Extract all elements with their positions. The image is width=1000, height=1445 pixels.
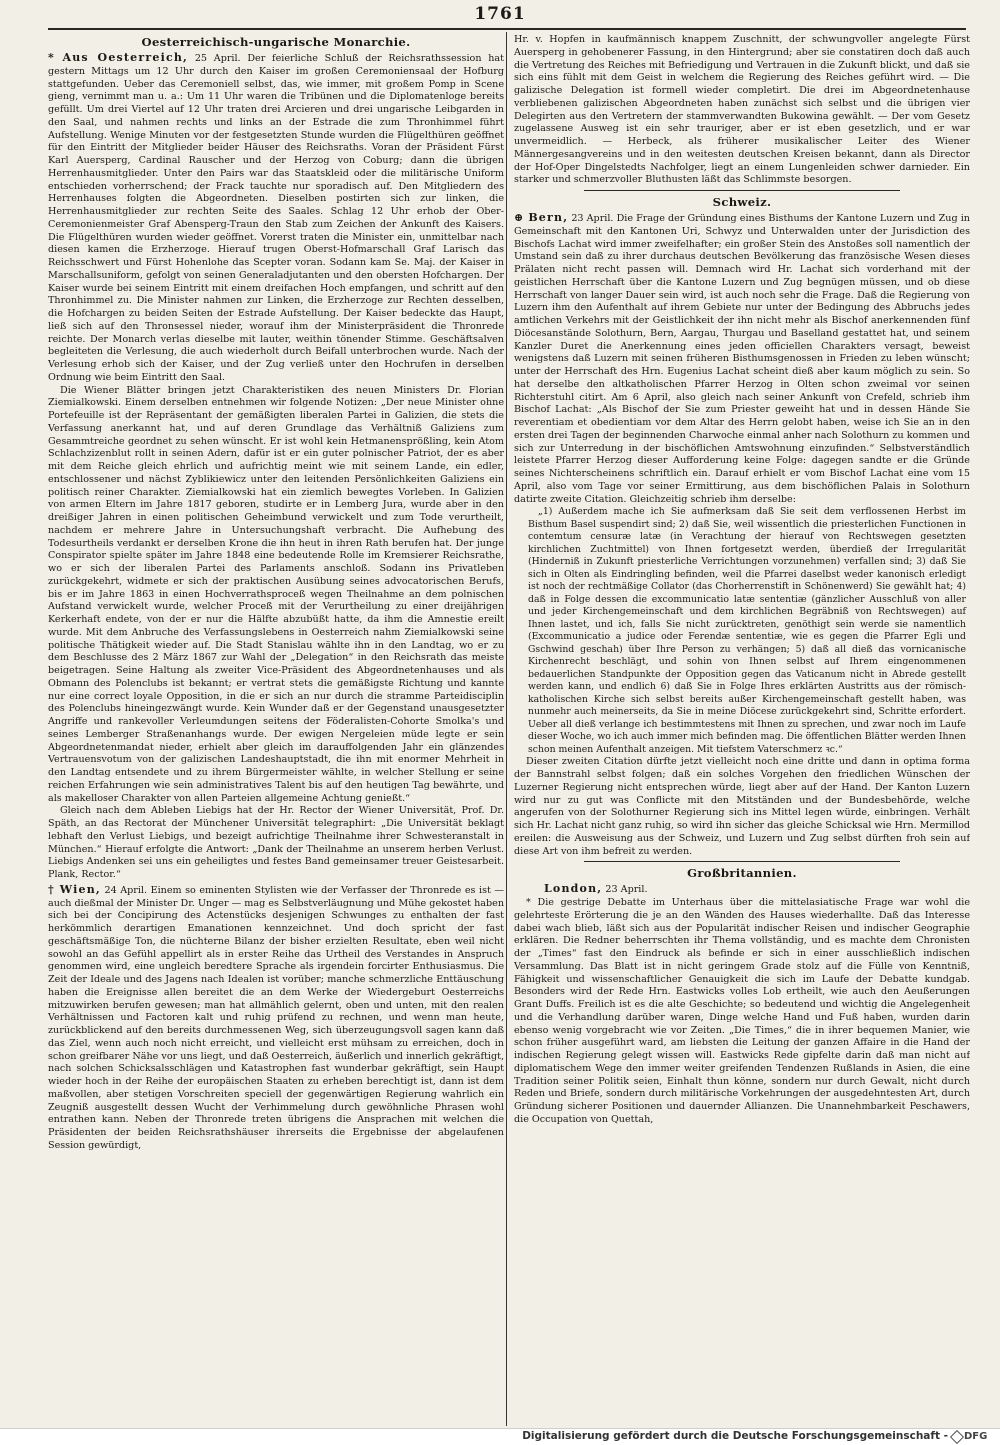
paragraph-text: Der feierliche Schluß der Reichsrathssession hat gestern Mittags um 12 Uhr durch den Kaiser im großen Ceremoniensaal der Hofburg stattgefunden. Ueber das Ceremoniell selbst, das, wie immer, mit großem Pomp in Scene gieng, vernimmt man u. a.: Um 11 Uhr waren die Tribünen und die Diplomatenloge bereits gefüllt. Um drei Viertel auf 12 Uhr traten drei Arcieren und drei ungarische Leibgarden in den Saal, und nahmen rechts und links an der Estrade die zum Thronhimmel führt Aufstellung. Wenige Minuten vor der festgesetzten Stunde wurden die Flügelthüren geöffnet für den Eintritt der Mitglieder beider Häuser des Reichsraths. Voran der Präsident Fürst Karl Auersperg, Cardinal Rauscher und der Herzog von Coburg; dann die übrigen Herrenhausmitglieder. Unter den Pairs war das Staatskleid oder die militärische Uniform entschieden vorherrschend; der Frack tauchte nur sporadisch auf. Den Mitgliedern des Herrenhauses folgten die Abgeordneten. Dieselben postirten sich zur linken, die Herrenhausmitglieder zur rechten Seite des Saales. Schlag 12 Uhr erhob der Ober-Ceremonienmeister Graf Abensperg-Traun den Stab zum Zeichen der Ankunft des Kaisers. Die Flügelthüren wurden wieder geöffnet. Vorerst traten die Minister ein, unmittelbar nach diesen kamen die Erzherzoge. Hierauf trugen Oberst-Hofmarschall Graf Larisch das Reichsschwert und Fürst Hohenlohe das Scepter voran. Sodann kam Se. Maj. der Kaiser in Marschallsuniform, gefolgt von seinen Generaladjutanten und den obersten Hofchargen. Der Kaiser wurde bei seinem Eintritt mit einem dreifachen Hoch empfangen, und schritt auf den Thronhimmel zu. Die Minister nahmen zur Linken, die Erzherzoge zur Rechten desselben, die Hofchargen zu beiden Seiten der Estrade Aufstellung. Der Kaiser bedeckte das Haupt, ließ sich auf den Thronsessel nieder, worauf ihm der Ministerpräsident die Thronrede reichte. Der Monarch verlas dieselbe mit lauter, weithin tönender Stimme. Geschäftsalven begleiteten die Verlesung, die auch wiederholt durch Beifall unterbrochen wurde. Nach der Verlesung erhob sich der Kaiser, und der Zug verließ unter den Hochrufen in derselben Ordnung wie beim Eintritt den Saal. [48,53,504,383]
dateline: Aus Oesterreich, [62,51,189,64]
crossed-circle-icon: ⊕ [514,211,524,224]
header-rule [48,28,966,30]
date: 23 April. [605,884,648,896]
dateline-line [544,883,970,897]
section-title-austria: Oesterreichisch-ungarische Monarchie. [141,35,411,49]
date: 24 April. [104,884,148,896]
dateline: London, [544,882,603,896]
article-paragraph [48,884,504,1153]
dfg-logo [952,1430,990,1443]
paragraph-text: Die Frage der Gründung eines Bisthums der Kantone Luzern und Zug in Gemeinschaft mit den Kantonen Uri, Schwyz und Unterwalden unter der Jurisdiction des Bischofs Lachat wird immer zweifelhafter; ein großer Stein des Anstoßes soll namentlich der Umstand sein daß zu ihrer durchaus deutschen Bevölkerung das französische Wesen dieses Prälaten nicht recht passen will. Demnach wird Hr. Lachat sich vorderhand mit der geistlichen Herrschaft über die Kantone Luzern und Zug begnügen müssen, und ob diese Herrschaft von langer Dauer sein wird, ist auch noch sehr die Frage. Daß die Regierung von Luzern ihm den Aufenthalt auf ihrem Gebiete nur unter der Bedingung des Abbruchs jedes amtlichen Verkehrs mit der Geistlichkeit der ihn nicht mehr als Bischof anerkennenden fünf Diöcesanstände Solothurn, Bern, Aargau, Thurgau und Baselland gestattet hat, und seinem Kanzler Duret die Anerkennung eines jeden officiellen Charakters versagt, beweist wenigstens daß Luzern mit seinen früheren Bisthumsgenossen in Frieden zu leben wünscht; unter der Herrschaft des Hrn. Eugenius Lachat scheint dieß aber kaum möglich zu sein. So hat derselbe den altkatholischen Pfarrer Herzog in Olten schon zweimal vor seinen Richterstuhl citirt. Am 6 April, also gleich nach seiner Ankunft von Crefeld, schrieb ihm Bischof Lachat: „Als Bischof der Sie zum Priester geweiht hat und in dessen Hände Sie reverentiam et obedientiam vor dem Altar des Herrn gelobt haben, weise ich Sie an in den ersten drei Tagen der beginnenden Charwoche einmal anher nach Solothurn zu kommen und sich zur Unterredung in der bischöflichen Amtswohnung einzufinden.“ Selbstverständlich leistete Pfarrer Herzog dieser Aufforderung keine Folge: dagegen sandte er die Gründe seines Nichterscheinens schriftlich ein. Darauf erhielt er vom Bischof Lachat eine vom 15 April, also vom Tage vor seiner Ermittirung, aus dem bischöflichen Palais in Solothurn datirte zweite Citation. Gleichzeitig schrieb ihm derselbe: [514,213,970,505]
article-aus-oesterreich [48,52,504,882]
section-title-grossbritannien: Großbritannien. [687,866,797,881]
paragraph-text: Einem so eminenten Stylisten wie der Verfasser der Thronrede es ist — auch dießmal der Minister Dr. Unger — mag es Selbstverläugnung und Mühe gekostet haben sich bei der Concipirung des Actenstücks desjenigen Schwunges zu enthalten der fast herkömmlich derartigen Emanationen kennzeichnet. Und doch spricht der fast geschäftsmäßige Ton, die nüchterne Bilanz der bisher erzielten Resultate, eben weil nicht sowohl an das Gefühl appellirt als in erster Reihe das Urtheil des Verstandes in Anspruch genommen wird, eine ungleich beredtere Sprache als irgendein forcirter Enthusiasmus. Die Zeit der Ideale und des Jagens nach Idealen ist vorüber; manche schmerzliche Enttäuschung haben die Ereignisse allen bereitet die an dem Werke der Wiedergeburt Oesterreichs mitzuwirken berufen gewesen; man hat allmählich gelernt, oben und unten, mit den realen Verhältnissen und Factoren kalt und ruhig prüfend zu rechnen, und wenn man heute, zurückblickend auf den bereits durchmessenen Weg, sich überzeugungsvoll sagen kann daß das Ziel, wenn auch noch nicht erreicht, und vielleicht erst mühsam zu erreichen, doch in schon greifbarer Nähe vor uns liegt, und daß Oesterreich, äußerlich und innerlich gekräftigt, nach solchen Schicksalsschlägen und Katastrophen fast wunderbar gekräftigt, sein Haupt wieder hoch in der Reihe der europäischen Staaten zu erheben berechtigt ist, dann ist dem maßvollen, aber stetigen Vorschreiten speciell der gegenwärtigen Regierung wahrlich ein Zeugniß ausgestellt dessen Wucht der Verhimmelung durch gewöhnliche Phrasen wohl entrathen kann. Neben der Thronrede treten übrigens die Ansprachen mit welchen die Präsidenten der beiden Reichsrathshäuser ihrerseits die Ergebnisse der abgelaufenen Session gewürdigt, [48,884,504,1151]
quoted-citation: „1) Außerdem mache ich Sie aufmerksam daß Sie seit dem verflossenen Herbst im Bisthum Basel suspendirt sind; 2) daß Sie, weil wissentlich die priesterlichen Functionen in contemtum censuræ latæ (in Verachtung der hierauf von Rechtswegen gesetzten kirchlichen Zuchtmittel) von Ihnen fortgesetzt werden, überdieß der Irregularität (Hinderniß in Zukunft priesterliche Verrichtungen vorzunehmen) verfallen sind; 3) daß Sie sich in Olten als Eindringling befinden, weil die Pfarrei daselbst weder kanonisch erledigt ist noch der rechtmäßige Collator (das Chorherrenstift in Schönenwerd) Sie gewählt hat; 4) daß in Folge dessen die excommunicatio latæ sententiæ (gänzlicher Ausschluß von aller und jeder Kirchengemeinschaft und dem kirchlichen Begräbniß von Rechtswegen) auf Ihnen lastet, und ich, falls Sie nicht zurücktreten, genöthigt sein werde sie namentlich (Excommunicatio a judice oder Ferendæ sententiæ, wie es gegen die Pfarrer Egli und Gschwind geschah) über Ihre Person zu verhängen; 5) daß all dieß das vornicanische Kirchenrecht beschlägt, und sohin von Ihnen selbst auf Ihrem eingenommenen bedauerlichen Standpunkte der Opposition gegen das Vaticanum nicht in Abrede gestellt werden kann, und endlich 6) daß Sie in Folge Ihres erklärten Austritts aus der römisch-katholischen Kirche sich selbst bereits außer Kirchengemeinschaft gestellt haben, was nunmehr auch meinerseits, da Sie in meine Diöcese zurückgekehrt sind, Schritte erfordert. Ueber all dieß verlange ich bestimmtestens mit Ihnen zu sprechen, und zwar noch im Laufe dieser Woche, wo ich auch immer mich befinden mag. Die öffentlichen Blätter werden Ihnen schon meinen Aufenthalt anzeigen. Mit tiefstem Vaterschmerz ꝛc.“ [528,506,966,755]
article-paragraph [514,212,970,506]
right-column [514,34,970,1424]
funding-notice: Digitalisierung gefördert durch die Deutsche Forschungsgemeinschaft - [522,1430,948,1442]
article-paragraph: * Die gestrige Debatte im Unterhaus über die mittelasiatische Frage war wohl die gelehrteste Erörterung die je an den Wänden des Hauses wiederhallte. Daß das Interesse dabei wach blieb, läßt sich aus der Popularität indischer Reisen und indischer Geographie erklären. Die Redner beherrschten ihr Thema vollständig, und es machte dem Chronisten der „Times“ fast den Eindruck als befinde er sich in einer ausschließlich indischen Versammlung. Das Blatt ist in nicht geringem Grade stolz auf die Fülle von Kenntniß, Fähigkeit und wissenschaftlicher Genauigkeit die sich im Laufe der Debatte kundgab. Besonders wird der Rede Hrn. Eastwicks volles Lob ertheilt, wie auch den Aeußerungen Grant Duffs. Freilich ist es die alte Geschichte; so bedeutend und wichtig die Angelegenheit und die Verhandlung darüber waren, Dinge welche Hand und Fuß haben, wurden darin ebenso wenig vorgebracht wie vor Zeiten. „Die Times,“ die in ihrer bequemen Manier, wie schon früher ausgeführt ward, am liebsten die Leitung der ganzen Affaire in die Hand der indischen Regierung gelegt wissen will. Eastwicks Rede gipfelte darin daß man nicht auf diplomatischem Wege den immer weiter greifenden Tendenzen Rußlands in Asien, die eine Tradition seiner Politik seien, Einhalt thun könne, sondern nur durch Gewalt, nicht durch Reden und Briefe, sondern durch militärische Vorkehrungen der ausgedehntesten Art, durch Gründung sicherer Positionen und dauernder Allianzen. Die Unannehmbarkeit Peschawers, die Occupation von Quettah, [514,897,970,1125]
section-title-schweiz: Schweiz. [712,195,772,209]
dateline: Wien, [59,882,101,896]
left-column [48,34,504,1424]
section-rule [584,861,900,862]
article-wien [48,884,504,1153]
dagger-mark: † [48,882,55,896]
dateline: Bern, [528,211,569,224]
article-paragraph: Gleich nach dem Ableben Liebigs hat der Hr. Rector der Wiener Universität, Prof. Dr. Späth, an das Rectorat der Münchener Universität telegraphirt: „Die Universität beklagt lebhaft den Verlust Liebigs, und bezeigt aufrichtige Theilnahme ihrer Schwesteranstalt in München.“ Hierauf erfolgte die Antwort: „Dank der Theilnahme an unserem herben Verlust. Liebigs Andenken sei uns ein geheiligtes und festes Band gemeinsamer treuer Geistesarbeit. Plank, Rector.“ [48,805,504,880]
article-paragraph [48,52,504,385]
continuation-paragraph: Hr. v. Hopfen in kaufmännisch knappem Zuschnitt, der schwungvoller angelegte Fürst Auersperg in gehobenerer Fassung, in den Hintergrund; aber sie constatiren doch daß auch die Vertretung des Reiches mit Befriedigung und Vertrauen in die Zukunft blickt, und daß sie sich eins fühlt mit dem Geist in welchem die Regierung des Reiches geführt wird. — Die galizische Delegation ist formell wieder completirt. Die drei im Abgeordnetenhause verbliebenen galizischen Abgeordneten haben zunächst sich selbst und die übrigen vier Delegirten aus den Vertretern der stammverwandten Bukowina gewählt. — Der vom Gesetz zugelassene Ausweg ist ein sehr trauriger, aber er ist eben gesetzlich, und er war unvermeidlich. — Herbeck, als früherer musikalischer Leiter des Wiener Männergesangvereins und in den weitesten deutschen Kreisen bekannt, dann als Director der Hof-Oper Dingelstedts Nachfolger, liegt an einem Lungenleiden schwer darnieder. Ein starker und schmerzvoller Bluthusten läßt das Schlimmste besorgen. [514,34,970,186]
asterisk-mark: * [48,51,54,64]
section-rule [584,190,900,191]
article-london [514,883,970,1126]
article-paragraph: Dieser zweiten Citation dürfte jetzt vielleicht noch eine dritte und dann in optima forma der Bannstrahl selbst folgen; daß ein solches Vorgehen den friedlichen Wünschen der Luzerner Regierung nicht entsprechen würde, liegt aber auf der Hand. Der Kanton Luzern wird nur zu gut was Conflicte mit den Mitständen und der Bundesbehörde, welche angerufen von der Solothurner Regierung sich ins Mittel legen würde, einbringen. Verhält sich Hr. Lachat nicht ganz ruhig, so wird ihn sicher das gleiche Schicksal wie Hrn. Mermillod ereilen: die Ausweisung aus der Schweiz, und Luzern und Zug selbst dürften froh sein auf diese Art von ihm befreit zu werden. [514,756,970,857]
date: 25 April. [194,53,241,64]
page-number: 1761 [474,4,526,24]
column-divider [506,32,507,1426]
date: 23 April. [571,213,614,224]
digitization-footer [0,1428,1000,1445]
article-paragraph: Die Wiener Blätter bringen jetzt Charakteristiken des neuen Ministers Dr. Florian Ziemialkowski. Einem derselben entnehmen wir folgende Notizen: „Der neue Minister ohne Portefeuille ist der Repräsentant der gemäßigten liberalen Partei in Galizien, die stets die Verfassung anerkannt hat, und auf deren Grundlage das Verhältniß Galiziens zum Gesammtreiche geordnet zu sehen wünscht. Er ist wohl kein Hetmanensprößling, kein Atom Schlachzizenblut rollt in seinen Adern, dafür ist er ein guter polnischer Patriot, der es aber mit dem Reiche gleich ehrlich und aufrichtig meint wie mit seinem Lande, ein edler, entschlossener und nächst Zyblikiewicz unter den leitenden Persönlichkeiten Galiziens ein politisch reiner Charakter. Ziemialkowski hat ein ziemlich bewegtes Vorleben. In Galizien von armen Eltern im Jahre 1817 geboren, studirte er in Lemberg Jura, wurde aber in den dreißiger Jahren in einen politischen Geheimbund verwickelt und zum Tode verurtheilt, nachdem er mehrere Jahre in Untersuchungshaft verbracht. Die Aufhebung des Todesurtheils verdankt er derselben Krone die ihn heut in ihren Rath berufen hat. Der junge Conspirator spielte später im Jahre 1848 eine bedeutende Rolle im Kremsierer Reichsrathe, wo er sich der liberalen Partei des Parlaments anschloß. Sodann ins Privatleben zurückgekehrt, widmete er sich der praktischen Ausübung seines advocatorischen Berufs, bis er im Jahre 1863 in einen Hochverrathsproceß wegen Theilnahme an dem polnischen Aufstand verwickelt wurde, welcher Proceß mit der Verurtheilung zu einer dreijährigen Kerkerhaft endete, von der er nur die Hälfte abzubüßt hatte, da ihm die Amnestie ereilt wurde. Mit dem Anbruche des Verfassungslebens in Oesterreich nahm Ziemialkowski seine politische Thätigkeit wieder auf. Die Stadt Stanislau wählte ihn in den Landtag, wo er zu dem Beschlusse des 2 März 1867 zur Wahl der „Delegation“ in den Reichsrath das meiste beigetragen. Seine Haltung als zweiter Vice-Präsident des Abgeordnetenhauses und als Obmann des Polenclubs ist bekannt; er vertrat stets die gemäßigste Richtung und kannte nur eine correct loyale Opposition, in die er sich an nur durch die stramme Parteidisciplin des Polenclubs hineingezwängt wurde. Kein Wunder daß er der Gegenstand unausgesetzter Angriffe und rankevoller Verleumdungen seitens der Föderalisten-Cohorte Smolka's und seines Lemberger Straßenanhangs wurde. Der ewigen Nergeleien müde legte er sein Abgeordnetenmandat nieder, erhielt aber gleich im darauffolgenden Jahr ein glänzendes Vertrauensvotum von der galizischen Landeshauptstadt, die ihn mit enormer Mehrheit in den Landtag entsendete und zu ihrem Bürgermeister wählte, in welcher Stellung er seine reichen Erfahrungen wie sein administratives Talent bis auf den heutigen Tag bewährte, und als makelloser Charakter von allen Parteien allgemeine Achtung genießt.“ [48,384,504,804]
dfg-logo-text: DFG [964,1431,988,1442]
article-bern [514,212,970,858]
dfg-diamond-icon [950,1429,964,1443]
